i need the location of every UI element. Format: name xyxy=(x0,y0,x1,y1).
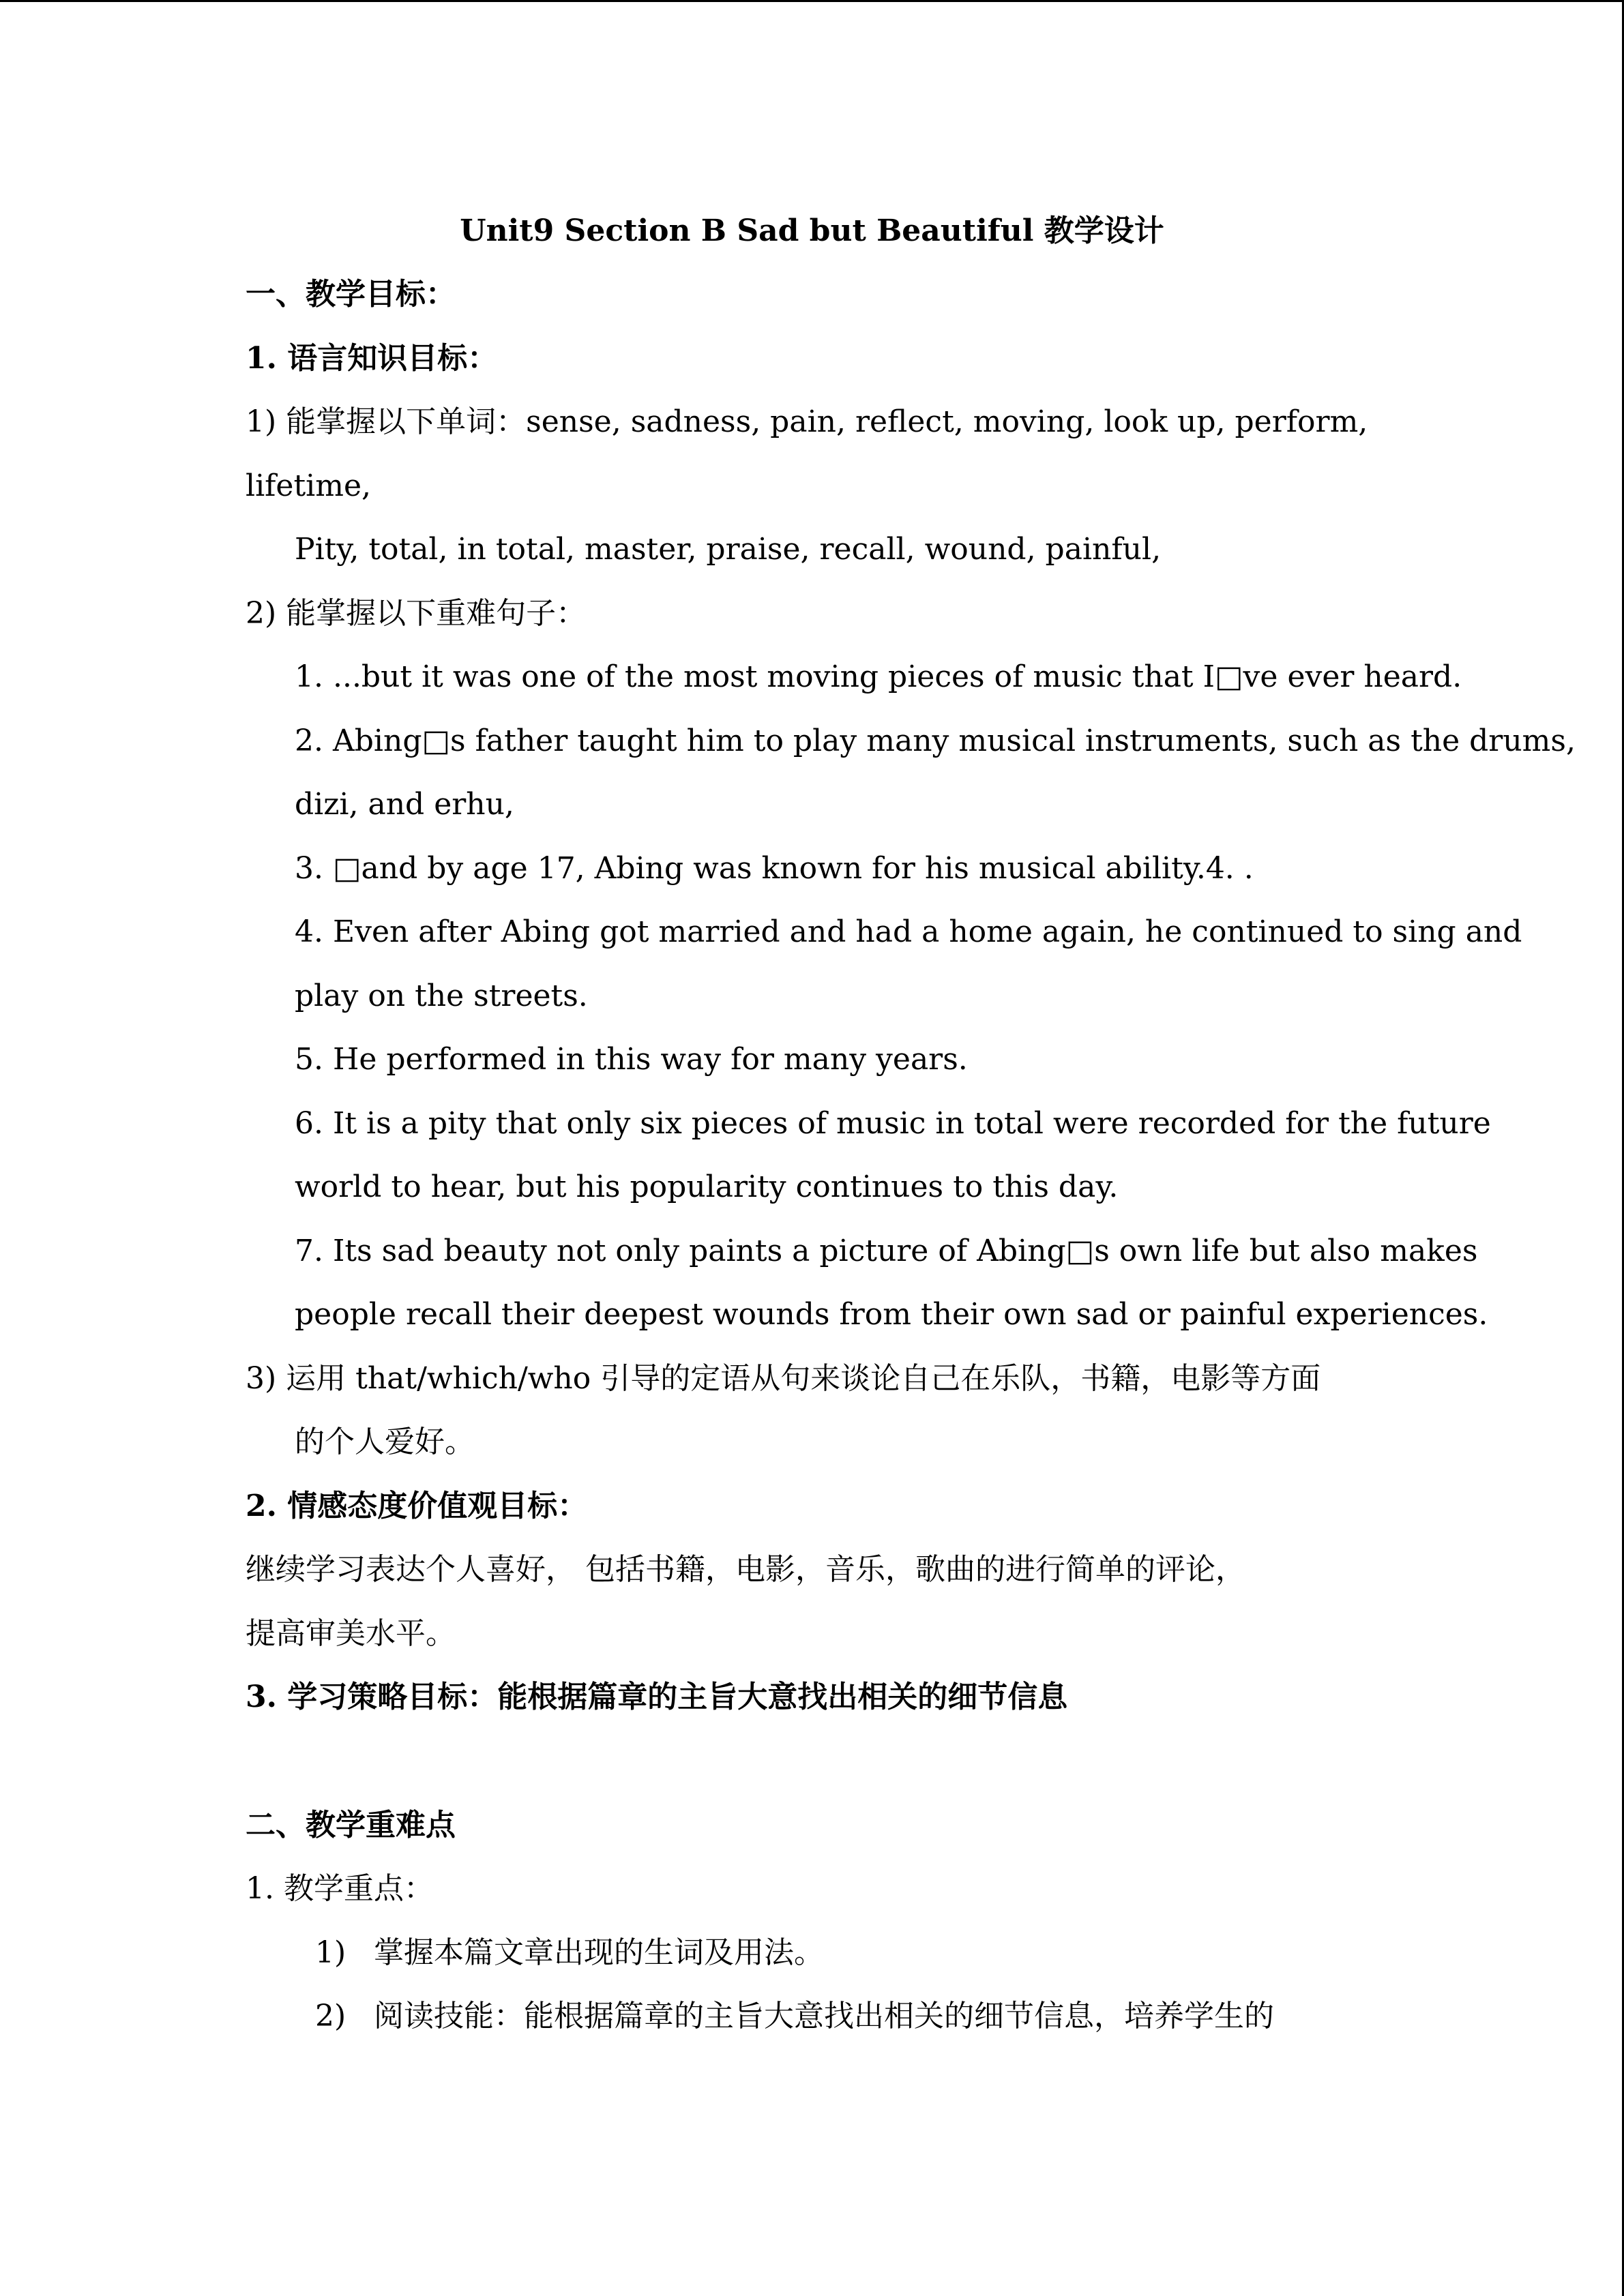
sentence-line: people recall their deepest wounds from their own sad or painful experiences. xyxy=(295,1297,1488,1332)
sentence-line: play on the streets. xyxy=(295,979,588,1013)
sentence-line: 2. Abing□s father taught him to play many musical instruments, such as the drums, xyxy=(295,724,1576,758)
sentence-line: 7. Its sad beauty not only paints a picture of Abing□s own life but also makes xyxy=(295,1234,1478,1268)
sentence-line: 6. It is a pity that only six pieces of music in total were recorded for the future xyxy=(295,1106,1491,1141)
clause-goal-line-1: 3) 运用 that/which/who 引导的定语从句来谈论自己在乐队，书籍，电影等方面 xyxy=(246,1361,1321,1396)
vocab-line-1: 1) 能掌握以下单词：sense, sadness, pain, reflect, moving, look up, perform, xyxy=(246,404,1368,439)
sentence-line: 1. ...but it was one of the most moving pieces of music that I□ve ever heard. xyxy=(295,659,1462,694)
sentence-line: world to hear, but his popularity continues to this day. xyxy=(295,1169,1119,1204)
strategy-goal-heading: 3. 学习策略目标：能根据篇章的主旨大意找出相关的细节信息 xyxy=(246,1680,1068,1714)
sentence-line: 4. Even after Abing got married and had a home again, he continued to sing and xyxy=(295,914,1522,949)
language-goal-heading: 1. 语言知识目标： xyxy=(246,341,498,376)
attitude-goal-line-2: 提高审美水平。 xyxy=(246,1616,456,1651)
section2-heading: 二、教学重难点 xyxy=(246,1808,456,1843)
sentence-line: 5. He performed in this way for many years. xyxy=(295,1042,968,1077)
key-point-text: 掌握本篇文章出现的生词及用法。 xyxy=(374,1935,824,1970)
key-point-text: 阅读技能：能根据篇章的主旨大意找出相关的细节信息，培养学生的 xyxy=(374,1999,1274,2033)
key-points-heading: 1. 教学重点： xyxy=(246,1871,434,1906)
key-point-number: 1) xyxy=(315,1935,346,1970)
attitude-goal-line-1: 继续学习表达个人喜好， 包括书籍，电影，音乐，歌曲的进行简单的评论， xyxy=(246,1552,1245,1587)
key-point-number: 2) xyxy=(315,1999,346,2033)
vocab-line-2: lifetime, xyxy=(246,468,371,503)
attitude-goal-heading: 2. 情感态度价值观目标： xyxy=(246,1489,588,1523)
sentence-line: dizi, and erhu, xyxy=(295,787,514,822)
document-title: Unit9 Section B Sad but Beautiful 教学设计 xyxy=(460,213,1164,248)
sentence-line: 3. □and by age 17, Abing was known for his musical ability.4. . xyxy=(295,851,1254,886)
vocab-line-3: Pity, total, in total, master, praise, recall, wound, painful, xyxy=(295,532,1162,567)
section1-heading: 一、教学目标： xyxy=(246,277,456,312)
clause-goal-line-2: 的个人爱好。 xyxy=(295,1425,475,1459)
sentences-heading: 2) 能掌握以下重难句子： xyxy=(246,596,587,631)
